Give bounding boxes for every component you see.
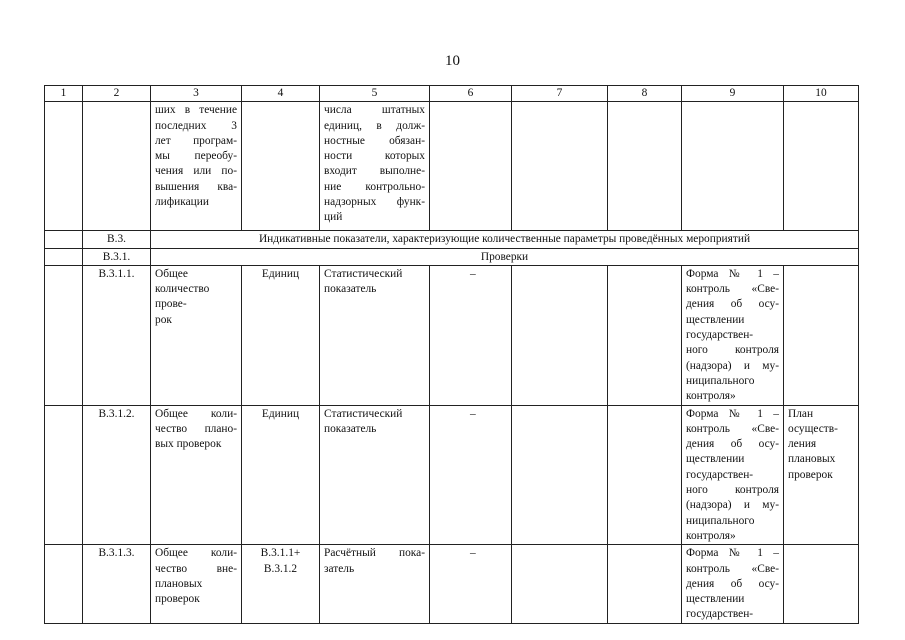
table-cell — [608, 265, 682, 405]
indicator-name: Общее коли- чество вне- плановых проверок — [151, 545, 242, 623]
continuation-row — [45, 102, 859, 231]
page-number: 10 — [445, 53, 460, 69]
table-cell — [784, 102, 859, 231]
unit: В.3.1.1+ В.3.1.2 — [242, 545, 320, 623]
table-cell — [512, 545, 608, 623]
table-row — [45, 545, 859, 623]
table-cell — [45, 405, 83, 545]
column-number-row — [45, 86, 859, 102]
section-code: В.3.1. — [83, 248, 151, 265]
table-cell — [608, 102, 682, 231]
indicator-name-continued: ших в течение последних 3 лет програм- мы переобу- чения или по- вышения ква- лификации — [151, 102, 242, 231]
table-cell — [45, 265, 83, 405]
table-cell — [45, 248, 83, 265]
table-cell — [682, 102, 784, 231]
column-number: 1 — [45, 86, 83, 102]
table-cell — [608, 405, 682, 545]
table-cell — [430, 102, 512, 231]
table-cell — [83, 102, 151, 231]
table-cell — [45, 102, 83, 231]
note — [784, 265, 859, 405]
table-cell — [512, 265, 608, 405]
section-code: В.3. — [83, 231, 151, 248]
formula: Статистический показатель — [320, 405, 430, 545]
table-row — [45, 265, 859, 405]
data-source: Форма № 1 – контроль «Све- дения об осу- ществлении государствен- ного контроля (надзора) и му- ниципального контроля» — [682, 265, 784, 405]
column-number: 7 — [512, 86, 608, 102]
table-cell — [608, 545, 682, 623]
table-cell — [45, 545, 83, 623]
data-source: Форма № 1 – контроль «Све- дения об осу- ществлении государствен- — [682, 545, 784, 623]
column-6-value: – — [430, 545, 512, 623]
column-6-value: – — [430, 265, 512, 405]
column-number: 8 — [608, 86, 682, 102]
table-cell — [512, 405, 608, 545]
unit: Единиц — [242, 265, 320, 405]
formula: Статистический показатель — [320, 265, 430, 405]
indicator-table — [44, 85, 859, 624]
formula: Расчётный пока-затель — [320, 545, 430, 623]
note — [784, 545, 859, 623]
table-cell — [45, 231, 83, 248]
table-cell — [512, 102, 608, 231]
unit: Единиц — [242, 405, 320, 545]
column-number: 3 — [151, 86, 242, 102]
table-row — [45, 405, 859, 545]
section-row-b3 — [45, 231, 859, 248]
indicator-code: В.3.1.3. — [83, 545, 151, 623]
section-title: Проверки — [151, 248, 859, 265]
column-number: 6 — [430, 86, 512, 102]
note: План осуществ-ления плановых проверок — [784, 405, 859, 545]
column-number: 2 — [83, 86, 151, 102]
section-row-b31 — [45, 248, 859, 265]
indicator-code: В.3.1.2. — [83, 405, 151, 545]
column-number: 9 — [682, 86, 784, 102]
table-cell — [242, 102, 320, 231]
column-number: 5 — [320, 86, 430, 102]
indicator-code: В.3.1.1. — [83, 265, 151, 405]
section-title: Индикативные показатели, характеризующие количественные параметры проведённых мероприятий — [151, 231, 859, 248]
indicator-name: Общее коли- чество плано- вых проверок — [151, 405, 242, 545]
column-number: 10 — [784, 86, 859, 102]
column-number: 4 — [242, 86, 320, 102]
indicator-name: Общее количество прове- рок — [151, 265, 242, 405]
column-6-value: – — [430, 405, 512, 545]
formula-continued: числа штатных единиц, в долж- ностные обязан- ности которых входит выполне- ние контрольно- надзорных функ- ций — [320, 102, 430, 231]
data-source: Форма № 1 – контроль «Све- дения об осу- ществлении государствен- ного контроля (надзора) и му- ниципального контроля» — [682, 405, 784, 545]
